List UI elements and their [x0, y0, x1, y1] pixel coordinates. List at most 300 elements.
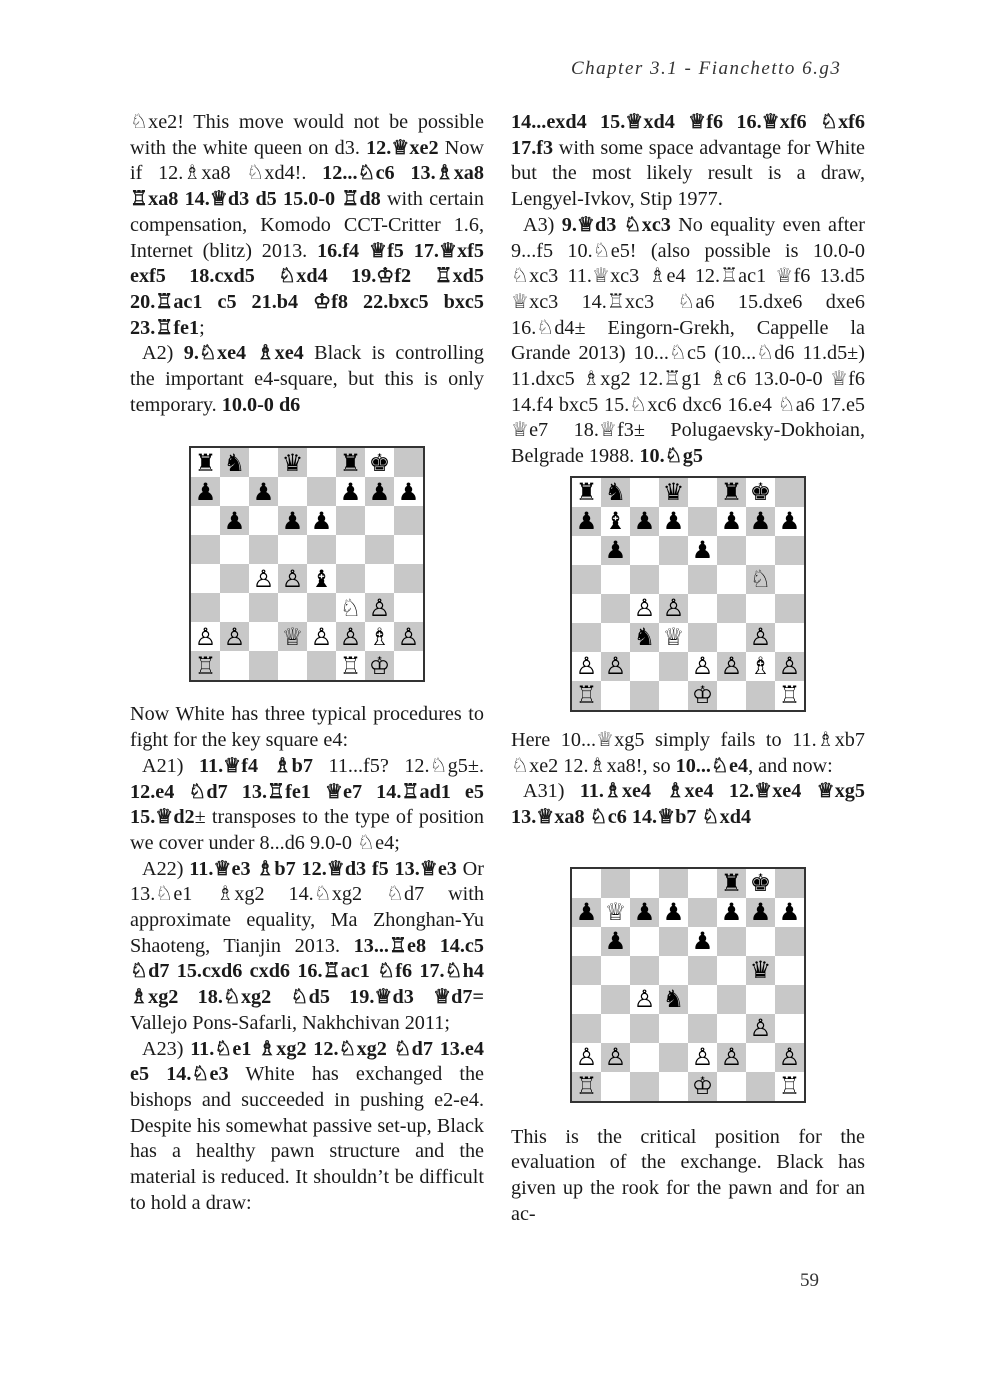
- board-square: [601, 956, 630, 985]
- chess-piece-icon: ♔: [691, 681, 714, 710]
- board-square: [191, 564, 220, 593]
- board-square: [278, 622, 307, 651]
- move-text: 10...♘e4: [675, 754, 749, 777]
- board-square: [659, 507, 688, 536]
- chess-piece-icon: ♟: [749, 507, 772, 536]
- board-square: [572, 478, 601, 507]
- text-run: 11...f5? 12.♘g5±.: [312, 754, 484, 777]
- board-square: [717, 565, 746, 594]
- chess-piece-icon: ♙: [397, 622, 420, 651]
- board-square: [307, 651, 336, 680]
- board-square: [191, 651, 220, 680]
- board-square: [278, 593, 307, 622]
- diagram-2: [511, 476, 865, 712]
- board-square: [394, 477, 423, 506]
- board-square: [630, 985, 659, 1014]
- text-run: ♘xe2! This move would not be possible with the white queen on d3.: [130, 111, 484, 159]
- chess-piece-icon: ♙: [720, 652, 743, 681]
- board-square: [336, 506, 365, 535]
- board-square: [630, 565, 659, 594]
- left-text-1: [130, 110, 484, 418]
- board-square: [688, 565, 717, 594]
- board-square: [659, 869, 688, 898]
- chess-piece-icon: ♜: [575, 478, 598, 507]
- board-square: [220, 448, 249, 477]
- board-square: [630, 536, 659, 565]
- board-square: [775, 927, 804, 956]
- chess-piece-icon: ♞: [604, 478, 627, 507]
- board-square: [688, 956, 717, 985]
- board-square: [601, 623, 630, 652]
- board-square: [775, 652, 804, 681]
- board-square: [746, 869, 775, 898]
- text-run: , and now:: [748, 754, 833, 777]
- board-square: [365, 651, 394, 680]
- board-square: [394, 593, 423, 622]
- board-square: [717, 623, 746, 652]
- chess-piece-icon: ♟: [662, 898, 685, 927]
- board-square: [394, 564, 423, 593]
- text-run: Black is controlling the important e4-square, but this is only temporary.: [130, 342, 484, 416]
- move-text: 11.♕f4 ♗b7: [199, 754, 313, 777]
- chess-piece-icon: ♟: [691, 927, 714, 956]
- text-run: No equality even after 9...f5 10.♘e5! (also possible is 10.0-0 ♘xc3 11.♕xc3 ♗e4 12.♖ac1 ♕f6 13.d5 ♕xc3 14.♖xc3 ♘a6 15.dxe6 dxe6 16.♘d4± Eingorn-Grekh, Cappelle la Grande 2013) 10...♘c5 (10...♘d6 11.d5±) 11.dxc5 ♗xg2 12.♖g1 ♗c6 13.0-0-0 ♕f6 14.f4 bxc5 15.♘xc6 dxc6 16.e4 ♘a6 17.e5 ♕e7 18.♕f3± Polugaevsky-Dokhoian, Belgrade 1988.: [511, 213, 865, 468]
- board-square: [775, 565, 804, 594]
- board-square: [220, 651, 249, 680]
- board-square: [249, 448, 278, 477]
- board-square: [717, 927, 746, 956]
- board-square: [630, 1014, 659, 1043]
- board-square: [572, 1043, 601, 1072]
- chess-piece-icon: ♚: [749, 478, 772, 507]
- chess-piece-icon: ♜: [339, 448, 362, 477]
- move-text: 10.♘g5: [639, 445, 703, 468]
- chess-piece-icon: ♟: [368, 477, 391, 506]
- board-square: [659, 536, 688, 565]
- chess-piece-icon: ♟: [720, 898, 743, 927]
- board-square: [191, 506, 220, 535]
- board-square: [307, 593, 336, 622]
- board-square: [688, 536, 717, 565]
- move-text: 13...♖e8 14.c5 ♘d7 15.cxd6 cxd6 16.♖ac1 ♘f6 17.♘h4 ♗xg2 18.♘xg2 ♘d5 19.♕d3 ♕d7=: [130, 934, 484, 1009]
- board-square: [601, 898, 630, 927]
- board-square: [775, 594, 804, 623]
- chess-piece-icon: ♟: [633, 898, 656, 927]
- left-column: [130, 110, 484, 1217]
- board-square: [601, 985, 630, 1014]
- board-square: [307, 564, 336, 593]
- board-square: [601, 652, 630, 681]
- move-text: 11.♗xe4 ♗xe4 12.♕xe4 ♕xg5 13.♕xa8 ♘c6 14.♕b7 ♘xd4: [511, 780, 865, 828]
- chess-piece-icon: ♟: [778, 507, 801, 536]
- diagram-3: [511, 867, 865, 1103]
- board-square: [659, 898, 688, 927]
- chess-piece-icon: ♟: [310, 506, 333, 535]
- text-run: with certain compensation, Komodo CCT-Critter 1.6, Internet (blitz) 2013.: [130, 188, 484, 262]
- board-square: [572, 507, 601, 536]
- chess-piece-icon: ♜: [720, 478, 743, 507]
- board-square: [572, 536, 601, 565]
- chess-piece-icon: ♙: [633, 985, 656, 1014]
- board-square: [717, 985, 746, 1014]
- board-square: [572, 681, 601, 710]
- chess-piece-icon: ♙: [223, 622, 246, 651]
- board-square: [630, 1043, 659, 1072]
- paragraph: [130, 702, 484, 753]
- board-square: [630, 956, 659, 985]
- board-square: [746, 985, 775, 1014]
- chess-piece-icon: ♙: [339, 622, 362, 651]
- board-square: [717, 1014, 746, 1043]
- board-square: [601, 507, 630, 536]
- board-square: [601, 594, 630, 623]
- paragraph: [511, 1125, 865, 1228]
- chess-piece-icon: ♖: [339, 651, 362, 680]
- board-square: [572, 652, 601, 681]
- board-square: [572, 594, 601, 623]
- text-run: A23): [142, 1037, 191, 1060]
- board-square: [191, 448, 220, 477]
- board-square: [572, 956, 601, 985]
- board-square: [775, 956, 804, 985]
- board-square: [630, 652, 659, 681]
- board-square: [630, 681, 659, 710]
- chess-piece-icon: ♛: [749, 956, 772, 985]
- text-run: Now White has three typical procedures to fight for the key square e4:: [130, 703, 484, 752]
- paragraph-a21: [130, 754, 484, 857]
- chess-piece-icon: ♙: [691, 652, 714, 681]
- chess-piece-icon: ♚: [368, 448, 391, 477]
- board-square: [249, 564, 278, 593]
- board-square: [775, 1043, 804, 1072]
- board-square: [336, 477, 365, 506]
- board-square: [630, 623, 659, 652]
- chess-piece-icon: ♙: [662, 594, 685, 623]
- chess-piece-icon: ♟: [252, 477, 275, 506]
- board-square: [717, 507, 746, 536]
- board-square: [746, 623, 775, 652]
- chess-piece-icon: ♛: [662, 478, 685, 507]
- board-square: [572, 1014, 601, 1043]
- board-square: [278, 448, 307, 477]
- chess-piece-icon: ♟: [604, 927, 627, 956]
- board-square: [775, 681, 804, 710]
- chess-piece-icon: ♖: [575, 1072, 598, 1101]
- text-run: A3): [523, 213, 562, 236]
- board-square: [688, 478, 717, 507]
- text-run: A21): [142, 754, 199, 777]
- board-square: [775, 623, 804, 652]
- board-square: [572, 1072, 601, 1101]
- chess-piece-icon: ♟: [633, 507, 656, 536]
- chess-piece-icon: ♙: [691, 1043, 714, 1072]
- chess-piece-icon: ♟: [720, 507, 743, 536]
- board-square: [659, 1014, 688, 1043]
- board-square: [688, 927, 717, 956]
- board-square: [601, 478, 630, 507]
- board-square: [336, 651, 365, 680]
- chess-piece-icon: ♙: [720, 1043, 743, 1072]
- board-square: [572, 927, 601, 956]
- board-square: [775, 478, 804, 507]
- board-square: [688, 869, 717, 898]
- board-square: [630, 1072, 659, 1101]
- chess-piece-icon: ♖: [778, 681, 801, 710]
- page-number: 59: [800, 1270, 819, 1291]
- board-square: [688, 898, 717, 927]
- board-square: [717, 681, 746, 710]
- board-square: [659, 985, 688, 1014]
- board-square: [746, 652, 775, 681]
- board-square: [659, 1072, 688, 1101]
- board-square: [572, 869, 601, 898]
- paragraph-a31: [511, 779, 865, 830]
- board-square: [249, 593, 278, 622]
- board-square: [278, 564, 307, 593]
- board-square: [394, 535, 423, 564]
- text-run: ;: [199, 316, 205, 339]
- board-square: [717, 652, 746, 681]
- chess-piece-icon: ♖: [778, 1072, 801, 1101]
- text-run: A2): [142, 342, 184, 365]
- chess-piece-icon: ♙: [194, 622, 217, 651]
- board-square: [688, 507, 717, 536]
- board-square: [659, 927, 688, 956]
- board-square: [746, 1072, 775, 1101]
- board-square: [601, 1072, 630, 1101]
- chess-piece-icon: ♙: [749, 1014, 772, 1043]
- chess-piece-icon: ♗: [368, 622, 391, 651]
- move-text: 11.♘e1 ♗xg2 12.♘xg2 ♘d7 13.e4 e5 14.♘e3: [130, 1037, 484, 1086]
- text-run: A22): [142, 857, 190, 880]
- chess-piece-icon: ♗: [749, 652, 772, 681]
- chess-piece-icon: ♟: [194, 477, 217, 506]
- chess-piece-icon: ♟: [397, 477, 420, 506]
- text-run: Now if 12.♗xa8 ♘xd4!.: [130, 136, 484, 185]
- board-square: [601, 681, 630, 710]
- board-square: [220, 622, 249, 651]
- board-square: [307, 535, 336, 564]
- board-square: [775, 1014, 804, 1043]
- paragraph-a22: [130, 857, 484, 1037]
- board-square: [249, 506, 278, 535]
- board-square: [630, 478, 659, 507]
- chess-piece-icon: ♕: [604, 898, 627, 927]
- board-square: [336, 535, 365, 564]
- board-square: [659, 565, 688, 594]
- chess-piece-icon: ♟: [662, 507, 685, 536]
- text-run: This is the critical position for the evaluation of the exchange. Black has given up the rook for the pawn and for an ac-: [511, 1125, 865, 1225]
- board-square: [220, 477, 249, 506]
- chess-piece-icon: ♙: [281, 564, 304, 593]
- board-square: [746, 956, 775, 985]
- board-square: [336, 622, 365, 651]
- chess-piece-icon: ♘: [749, 565, 772, 594]
- chess-piece-icon: ♝: [604, 507, 627, 536]
- board-square: [249, 651, 278, 680]
- paragraph: [130, 110, 484, 341]
- text-run: ± transposes to the type of position we cover under 8...d6 9.0-0 ♘e4;: [130, 806, 484, 854]
- chess-piece-icon: ♕: [662, 623, 685, 652]
- board-square: [394, 448, 423, 477]
- chess-piece-icon: ♜: [194, 448, 217, 477]
- board-square: [746, 681, 775, 710]
- board-square: [659, 594, 688, 623]
- board-square: [191, 622, 220, 651]
- board-square: [775, 869, 804, 898]
- board-square: [717, 898, 746, 927]
- board-square: [307, 506, 336, 535]
- board-square: [278, 477, 307, 506]
- board-square: [601, 869, 630, 898]
- board-square: [630, 594, 659, 623]
- board-square: [191, 535, 220, 564]
- chess-piece-icon: ♔: [691, 1072, 714, 1101]
- move-text: 9.♕d3 ♘xc3: [561, 213, 671, 236]
- board-square: [746, 927, 775, 956]
- chess-piece-icon: ♟: [575, 898, 598, 927]
- text-run: with some space advantage for White but the most likely result is a draw, Lengyel-Ivkov, Stip 1977.: [511, 136, 865, 211]
- board-square: [688, 1072, 717, 1101]
- chess-piece-icon: ♙: [310, 622, 333, 651]
- chess-piece-icon: ♝: [310, 564, 333, 593]
- chess-piece-icon: ♟: [749, 898, 772, 927]
- board-square: [220, 593, 249, 622]
- chess-piece-icon: ♛: [281, 448, 304, 477]
- board-square: [746, 1043, 775, 1072]
- chess-piece-icon: ♔: [368, 651, 391, 680]
- board-square: [630, 898, 659, 927]
- chess-piece-icon: ♟: [778, 898, 801, 927]
- board-square: [220, 564, 249, 593]
- board-square: [775, 1072, 804, 1101]
- paragraph: [511, 110, 865, 213]
- chess-piece-icon: ♙: [604, 1043, 627, 1072]
- chess-piece-icon: ♞: [633, 623, 656, 652]
- right-text-2: [511, 728, 865, 831]
- chapter-header: Chapter 3.1 - Fianchetto 6.g3: [571, 58, 842, 79]
- board-square: [746, 536, 775, 565]
- move-text: 9.♘xe4 ♗xe4: [183, 342, 304, 365]
- board-square: [659, 652, 688, 681]
- right-text-1: [511, 110, 865, 470]
- chess-piece-icon: ♚: [749, 869, 772, 898]
- right-text-3: [511, 1125, 865, 1228]
- board-square: [688, 594, 717, 623]
- board-square: [746, 898, 775, 927]
- board-square: [191, 593, 220, 622]
- board-square: [717, 1072, 746, 1101]
- left-text-2: [130, 702, 484, 1216]
- board-square: [688, 1014, 717, 1043]
- text-run: Vallejo Pons-Safarli, Nakhchivan 2011;: [130, 1011, 450, 1034]
- board-square: [278, 651, 307, 680]
- board-square: [717, 594, 746, 623]
- chessboard: [570, 867, 806, 1103]
- board-square: [688, 623, 717, 652]
- board-square: [601, 1043, 630, 1072]
- chessboard: [570, 476, 806, 712]
- board-square: [659, 956, 688, 985]
- board-square: [688, 652, 717, 681]
- move-text: 12...♘c6 13.♗xa8 ♖xa8 14.♕d3 d5 15.0-0 ♖d8: [130, 162, 484, 211]
- board-square: [278, 506, 307, 535]
- move-text: 10.0-0 d6: [221, 393, 301, 416]
- board-square: [572, 898, 601, 927]
- board-square: [572, 623, 601, 652]
- board-square: [365, 622, 394, 651]
- board-square: [220, 506, 249, 535]
- chess-piece-icon: ♖: [194, 651, 217, 680]
- board-square: [601, 927, 630, 956]
- board-square: [601, 1014, 630, 1043]
- board-square: [746, 565, 775, 594]
- board-square: [394, 651, 423, 680]
- text-run: White has exchanged the bishops and succeeded in pushing e2-e4. Despite his somewhat passive set-up, Black has a healthy pawn structure and the material is reduced. It shouldn’t be difficult to hold a draw:: [130, 1063, 484, 1214]
- board-square: [394, 622, 423, 651]
- move-text: 16.f4 ♕f5 17.♕xf5 exf5 18.cxd5 ♘xd4 19.♔f2 ♖xd5 20.♖ac1 c5 21.b4 ♔f8 22.bxc5 bxc5 23.♖fe1: [130, 239, 484, 339]
- board-square: [746, 1014, 775, 1043]
- chess-piece-icon: ♙: [633, 594, 656, 623]
- board-square: [365, 564, 394, 593]
- board-square: [746, 478, 775, 507]
- paragraph: [511, 728, 865, 779]
- board-square: [775, 898, 804, 927]
- board-square: [307, 448, 336, 477]
- right-column: [511, 110, 865, 1227]
- diagram-1: [130, 446, 484, 682]
- chess-piece-icon: ♖: [575, 681, 598, 710]
- board-square: [630, 507, 659, 536]
- chess-piece-icon: ♙: [575, 1043, 598, 1072]
- board-square: [688, 985, 717, 1014]
- board-square: [336, 593, 365, 622]
- board-square: [717, 536, 746, 565]
- board-square: [717, 956, 746, 985]
- board-square: [717, 1043, 746, 1072]
- board-square: [365, 477, 394, 506]
- board-square: [717, 869, 746, 898]
- chess-piece-icon: ♟: [575, 507, 598, 536]
- move-text: 12.♕xe2: [366, 136, 439, 159]
- board-square: [775, 507, 804, 536]
- chess-piece-icon: ♞: [662, 985, 685, 1014]
- text-run: Or 13.♘e1 ♗xg2 14.♘xg2 ♘d7 with approximate equality, Ma Zhonghan-Yu Shaoteng, Tianjin 2013.: [130, 857, 484, 957]
- board-square: [717, 478, 746, 507]
- board-square: [775, 985, 804, 1014]
- chess-piece-icon: ♟: [691, 536, 714, 565]
- board-square: [572, 985, 601, 1014]
- board-square: [775, 536, 804, 565]
- chess-piece-icon: ♙: [252, 564, 275, 593]
- board-square: [336, 564, 365, 593]
- board-square: [394, 506, 423, 535]
- board-square: [307, 622, 336, 651]
- chess-piece-icon: ♟: [604, 536, 627, 565]
- board-square: [659, 681, 688, 710]
- board-square: [630, 927, 659, 956]
- chess-piece-icon: ♘: [339, 593, 362, 622]
- board-square: [659, 1043, 688, 1072]
- chess-piece-icon: ♞: [223, 448, 246, 477]
- board-square: [365, 506, 394, 535]
- chess-piece-icon: ♕: [281, 622, 304, 651]
- board-square: [191, 477, 220, 506]
- board-square: [220, 535, 249, 564]
- chess-piece-icon: ♜: [720, 869, 743, 898]
- board-square: [249, 622, 278, 651]
- move-text: 11.♕e3 ♗b7 12.♕d3 f5 13.♕e3: [189, 857, 457, 880]
